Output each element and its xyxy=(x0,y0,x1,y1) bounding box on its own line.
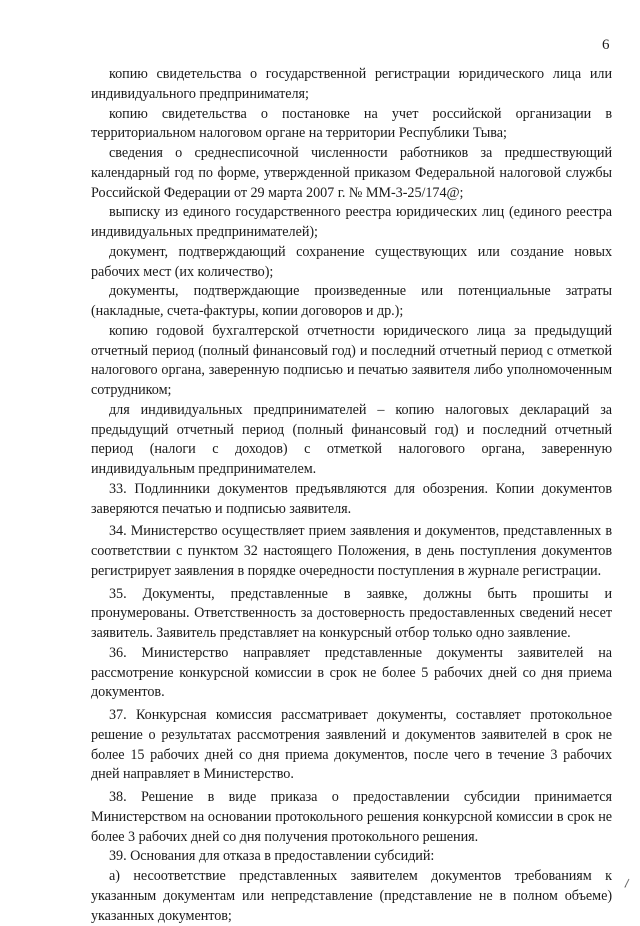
paragraph-registry-extract: выписку из единого государственного реестра юридических лиц (единого реестра индивидуальных предпринимателей); xyxy=(91,204,612,240)
paragraph-tax-registration-certificate: копию свидетельства о постановке на учет российской организации в территориальном налоговом органе на территории Республики Тыва; xyxy=(91,105,612,142)
paragraph-clause-33: 33. Подлинники документов предъявляются для обозрения. Копии документов заверяются печатью и подписью заявителя. xyxy=(91,480,612,517)
pen-mark-icon xyxy=(624,878,630,888)
paragraph-clause-39-a: а) несоответствие представленных заявителем документов требованиям к указанным документам или непредставление (представление не в полном объеме) указанных документов; xyxy=(91,868,612,924)
paragraph-clause-35: 35. Документы, представленные в заявке, должны быть прошиты и пронумерованы. Ответственность за достоверность предоставленных сведений несет заявитель. Заявитель представляет на конкурсный отбор только одно заявление. xyxy=(91,585,612,641)
paragraph-expense-documents: документы, подтверждающие произведенные или потенциальные затраты (накладные, счета-фактуры, копии договоров и др.); xyxy=(91,283,612,319)
paragraph-clause-37: 37. Конкурсная комиссия рассматривает документы, составляет протокольное решение о результатах рассмотрения заявлений и документов заявителей в срок не более 15 рабочих дней со дня приема документов, после чего в течение 3 рабочих дней направляет в Министерство. xyxy=(91,707,612,783)
paragraph-annual-accounts: копию годовой бухгалтерской отчетности юридического лица за предыдущий отчетный период (полный финансовый год) и последний отчетный период с отметкой налогового органа, заверенную подписью и печатью заявителя либо уполномоченным сотрудником; xyxy=(91,322,612,398)
paragraph-tax-declarations: для индивидуальных предпринимателей – копию налоговых деклараций за предыдущий отчетный период (полный финансовый год) и последний отчетный период (налоги с доходов) с отметкой налогового органа, заверенную индивидуальным предпринимателем. xyxy=(91,401,612,477)
page-number: 6 xyxy=(602,37,610,53)
paragraph-workplaces-document: документ, подтверждающий сохранение существующих или создание новых рабочих мест (их количество); xyxy=(91,243,612,280)
paragraph-registration-certificate: копию свидетельства о государственной регистрации юридического лица или индивидуального предпринимателя; xyxy=(91,66,612,102)
document-body xyxy=(91,65,612,926)
paragraph-headcount-info: сведения о среднесписочной численности работников за предшествующий календарный год по форме, утвержденной приказом Федеральной налоговой службы Российской Федерации от 29 марта 2007 г. № ММ-3-25/174@; xyxy=(91,145,612,201)
paragraph-clause-39: 39. Основания для отказа в предоставлении субсидий: xyxy=(109,848,435,865)
paragraph-clause-36: 36. Министерство направляет представленные документы заявителей на рассмотрение конкурсной комиссии в срок не более 5 рабочих дней со дня приема документов. xyxy=(91,644,612,701)
paragraph-clause-34: 34. Министерство осуществляет прием заявления и документов, представленных в соответствии с пунктом 32 настоящего Положения, в день поступления документов регистрирует заявления в порядке очередности поступления в журнале регистрации. xyxy=(91,523,612,579)
paragraph-clause-38: 38. Решение в виде приказа о предоставлении субсидии принимается Министерством на основании протокольного решения конкурсной комиссии в срок не более 3 рабочих дней со дня получения протокольного решения. xyxy=(91,789,612,845)
